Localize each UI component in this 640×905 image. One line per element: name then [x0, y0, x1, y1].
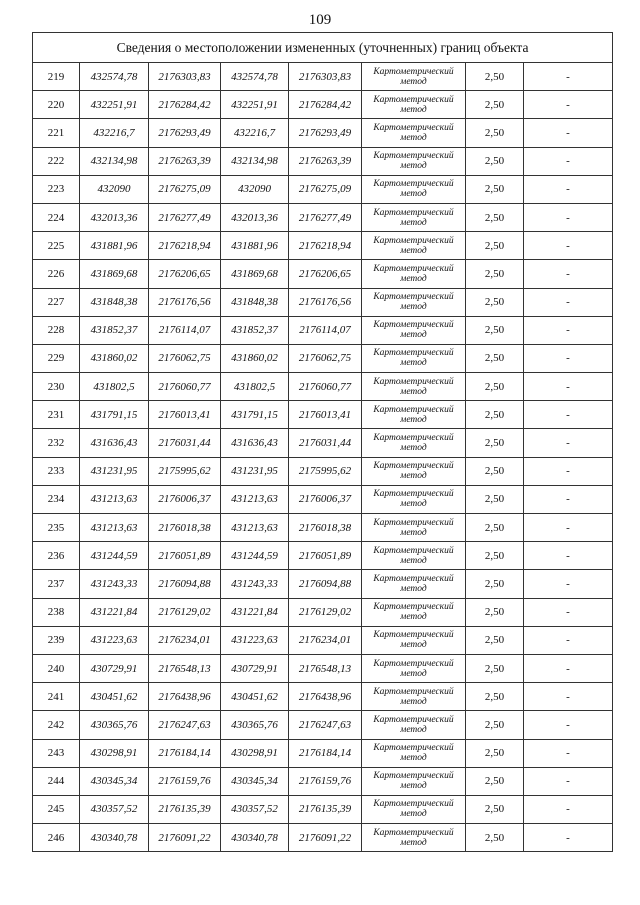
- point-number-cell: 240: [33, 654, 80, 682]
- table-row: [33, 795, 613, 823]
- point-number-cell: 238: [33, 598, 80, 626]
- new-y-cell: 2176013,41: [289, 401, 362, 429]
- accuracy-cell: 2,50: [466, 203, 524, 231]
- existing-y-cell: 2176234,01: [149, 626, 221, 654]
- existing-y-cell: 2176218,94: [149, 232, 221, 260]
- accuracy-cell: 2,50: [466, 91, 524, 119]
- determination-method-cell: Картометрический метод: [362, 795, 466, 823]
- determination-method-cell: Картометрический метод: [362, 457, 466, 485]
- existing-x-cell: 431802,5: [80, 373, 149, 401]
- existing-x-cell: 431791,15: [80, 401, 149, 429]
- existing-y-cell: 2176284,42: [149, 91, 221, 119]
- determination-method-cell: Картометрический метод: [362, 203, 466, 231]
- determination-method-cell: Картометрический метод: [362, 288, 466, 316]
- determination-method-cell: Картометрический метод: [362, 542, 466, 570]
- point-number-cell: 232: [33, 429, 80, 457]
- new-y-cell: 2176091,22: [289, 824, 362, 852]
- point-number-cell: 241: [33, 683, 80, 711]
- new-y-cell: 2176206,65: [289, 260, 362, 288]
- existing-y-cell: 2176247,63: [149, 711, 221, 739]
- existing-x-cell: 431213,63: [80, 514, 149, 542]
- new-y-cell: 2176184,14: [289, 739, 362, 767]
- table-row: [33, 514, 613, 542]
- table-row: [33, 626, 613, 654]
- point-number-cell: 243: [33, 739, 80, 767]
- existing-y-cell: 2176184,14: [149, 739, 221, 767]
- accuracy-cell: 2,50: [466, 824, 524, 852]
- accuracy-cell: 2,50: [466, 119, 524, 147]
- accuracy-cell: 2,50: [466, 683, 524, 711]
- point-number-cell: 220: [33, 91, 80, 119]
- existing-y-cell: 2176135,39: [149, 795, 221, 823]
- new-x-cell: 430345,34: [221, 767, 289, 795]
- existing-y-cell: 2176176,56: [149, 288, 221, 316]
- description-cell: -: [524, 175, 613, 203]
- existing-x-cell: 432216,7: [80, 119, 149, 147]
- accuracy-cell: 2,50: [466, 344, 524, 372]
- point-number-cell: 223: [33, 175, 80, 203]
- existing-x-cell: 431848,38: [80, 288, 149, 316]
- existing-y-cell: 2176159,76: [149, 767, 221, 795]
- determination-method-cell: Картометрический метод: [362, 316, 466, 344]
- new-y-cell: 2176159,76: [289, 767, 362, 795]
- description-cell: -: [524, 739, 613, 767]
- table-row: [33, 63, 613, 91]
- new-x-cell: 430729,91: [221, 654, 289, 682]
- existing-y-cell: 2176263,39: [149, 147, 221, 175]
- accuracy-cell: 2,50: [466, 739, 524, 767]
- point-number-cell: 233: [33, 457, 80, 485]
- determination-method-cell: Картометрический метод: [362, 711, 466, 739]
- new-y-cell: 2176031,44: [289, 429, 362, 457]
- point-number-cell: 229: [33, 344, 80, 372]
- description-cell: -: [524, 63, 613, 91]
- point-number-cell: 224: [33, 203, 80, 231]
- existing-x-cell: 432013,36: [80, 203, 149, 231]
- description-cell: -: [524, 514, 613, 542]
- new-x-cell: 431848,38: [221, 288, 289, 316]
- description-cell: -: [524, 288, 613, 316]
- new-y-cell: 2176094,88: [289, 570, 362, 598]
- point-number-cell: 222: [33, 147, 80, 175]
- description-cell: -: [524, 824, 613, 852]
- table-row: [33, 711, 613, 739]
- point-number-cell: 242: [33, 711, 80, 739]
- existing-y-cell: 2176062,75: [149, 344, 221, 372]
- point-number-cell: 219: [33, 63, 80, 91]
- new-x-cell: 432574,78: [221, 63, 289, 91]
- point-number-cell: 221: [33, 119, 80, 147]
- existing-y-cell: 2176031,44: [149, 429, 221, 457]
- new-x-cell: 430357,52: [221, 795, 289, 823]
- existing-y-cell: 2176060,77: [149, 373, 221, 401]
- accuracy-cell: 2,50: [466, 401, 524, 429]
- accuracy-cell: 2,50: [466, 767, 524, 795]
- new-y-cell: 2176438,96: [289, 683, 362, 711]
- new-y-cell: 2176176,56: [289, 288, 362, 316]
- new-y-cell: 2176018,38: [289, 514, 362, 542]
- description-cell: -: [524, 344, 613, 372]
- new-x-cell: 431223,63: [221, 626, 289, 654]
- new-y-cell: 2176293,49: [289, 119, 362, 147]
- new-y-cell: 2176060,77: [289, 373, 362, 401]
- accuracy-cell: 2,50: [466, 514, 524, 542]
- existing-y-cell: 2176114,07: [149, 316, 221, 344]
- existing-x-cell: 432251,91: [80, 91, 149, 119]
- description-cell: -: [524, 457, 613, 485]
- determination-method-cell: Картометрический метод: [362, 485, 466, 513]
- point-number-cell: 225: [33, 232, 80, 260]
- new-x-cell: 431881,96: [221, 232, 289, 260]
- new-y-cell: 2176234,01: [289, 626, 362, 654]
- table-row: [33, 373, 613, 401]
- new-y-cell: 2176051,89: [289, 542, 362, 570]
- new-x-cell: 431244,59: [221, 542, 289, 570]
- new-x-cell: 430298,91: [221, 739, 289, 767]
- determination-method-cell: Картометрический метод: [362, 91, 466, 119]
- existing-x-cell: 431636,43: [80, 429, 149, 457]
- new-x-cell: 431231,95: [221, 457, 289, 485]
- accuracy-cell: 2,50: [466, 485, 524, 513]
- description-cell: -: [524, 203, 613, 231]
- table-row: [33, 203, 613, 231]
- existing-x-cell: 430729,91: [80, 654, 149, 682]
- point-number-cell: 237: [33, 570, 80, 598]
- existing-y-cell: 2176006,37: [149, 485, 221, 513]
- boundary-table: [32, 32, 613, 852]
- accuracy-cell: 2,50: [466, 316, 524, 344]
- accuracy-cell: 2,50: [466, 232, 524, 260]
- table-row: [33, 288, 613, 316]
- existing-y-cell: 2176303,83: [149, 63, 221, 91]
- description-cell: -: [524, 795, 613, 823]
- point-number-cell: 246: [33, 824, 80, 852]
- point-number-cell: 236: [33, 542, 80, 570]
- determination-method-cell: Картометрический метод: [362, 767, 466, 795]
- description-cell: -: [524, 485, 613, 513]
- determination-method-cell: Картометрический метод: [362, 63, 466, 91]
- table-row: [33, 260, 613, 288]
- new-x-cell: 431852,37: [221, 316, 289, 344]
- existing-x-cell: 431221,84: [80, 598, 149, 626]
- point-number-cell: 245: [33, 795, 80, 823]
- existing-y-cell: 2176051,89: [149, 542, 221, 570]
- table-row: [33, 344, 613, 372]
- new-y-cell: 2176129,02: [289, 598, 362, 626]
- accuracy-cell: 2,50: [466, 542, 524, 570]
- accuracy-cell: 2,50: [466, 711, 524, 739]
- description-cell: -: [524, 598, 613, 626]
- existing-x-cell: 432574,78: [80, 63, 149, 91]
- table-title: Сведения о местоположении измененных (уточненных) границ объекта: [33, 33, 613, 63]
- determination-method-cell: Картометрический метод: [362, 824, 466, 852]
- new-x-cell: 432013,36: [221, 203, 289, 231]
- existing-x-cell: 430357,52: [80, 795, 149, 823]
- description-cell: -: [524, 147, 613, 175]
- determination-method-cell: Картометрический метод: [362, 626, 466, 654]
- new-y-cell: 2176284,42: [289, 91, 362, 119]
- new-y-cell: 2176135,39: [289, 795, 362, 823]
- new-x-cell: 431213,63: [221, 485, 289, 513]
- description-cell: -: [524, 316, 613, 344]
- table-title-row: [33, 33, 613, 63]
- table-row: [33, 429, 613, 457]
- new-x-cell: 432251,91: [221, 91, 289, 119]
- new-y-cell: 2176277,49: [289, 203, 362, 231]
- point-number-cell: 230: [33, 373, 80, 401]
- existing-x-cell: 431243,33: [80, 570, 149, 598]
- accuracy-cell: 2,50: [466, 175, 524, 203]
- determination-method-cell: Картометрический метод: [362, 654, 466, 682]
- existing-x-cell: 430345,34: [80, 767, 149, 795]
- existing-x-cell: 430365,76: [80, 711, 149, 739]
- determination-method-cell: Картометрический метод: [362, 175, 466, 203]
- existing-x-cell: 430340,78: [80, 824, 149, 852]
- existing-x-cell: 431231,95: [80, 457, 149, 485]
- point-number-cell: 239: [33, 626, 80, 654]
- description-cell: -: [524, 683, 613, 711]
- new-x-cell: 431869,68: [221, 260, 289, 288]
- description-cell: -: [524, 626, 613, 654]
- accuracy-cell: 2,50: [466, 373, 524, 401]
- determination-method-cell: Картометрический метод: [362, 401, 466, 429]
- table-row: [33, 457, 613, 485]
- existing-y-cell: 2176293,49: [149, 119, 221, 147]
- new-y-cell: 2176275,09: [289, 175, 362, 203]
- new-x-cell: 431860,02: [221, 344, 289, 372]
- determination-method-cell: Картометрический метод: [362, 232, 466, 260]
- table-row: [33, 767, 613, 795]
- existing-y-cell: 2176275,09: [149, 175, 221, 203]
- determination-method-cell: Картометрический метод: [362, 514, 466, 542]
- table-row: [33, 654, 613, 682]
- determination-method-cell: Картометрический метод: [362, 373, 466, 401]
- accuracy-cell: 2,50: [466, 598, 524, 626]
- determination-method-cell: Картометрический метод: [362, 429, 466, 457]
- new-x-cell: 432216,7: [221, 119, 289, 147]
- new-x-cell: 431221,84: [221, 598, 289, 626]
- new-x-cell: 431802,5: [221, 373, 289, 401]
- existing-x-cell: 431852,37: [80, 316, 149, 344]
- new-x-cell: 431213,63: [221, 514, 289, 542]
- determination-method-cell: Картометрический метод: [362, 739, 466, 767]
- accuracy-cell: 2,50: [466, 654, 524, 682]
- accuracy-cell: 2,50: [466, 147, 524, 175]
- point-number-cell: 227: [33, 288, 80, 316]
- description-cell: -: [524, 711, 613, 739]
- existing-x-cell: 431213,63: [80, 485, 149, 513]
- table-row: [33, 598, 613, 626]
- accuracy-cell: 2,50: [466, 795, 524, 823]
- determination-method-cell: Картометрический метод: [362, 119, 466, 147]
- table-row: [33, 570, 613, 598]
- existing-x-cell: 432090: [80, 175, 149, 203]
- existing-y-cell: 2176129,02: [149, 598, 221, 626]
- determination-method-cell: Картометрический метод: [362, 344, 466, 372]
- point-number-cell: 235: [33, 514, 80, 542]
- description-cell: -: [524, 401, 613, 429]
- existing-y-cell: 2175995,62: [149, 457, 221, 485]
- point-number-cell: 234: [33, 485, 80, 513]
- existing-y-cell: 2176438,96: [149, 683, 221, 711]
- description-cell: -: [524, 767, 613, 795]
- determination-method-cell: Картометрический метод: [362, 598, 466, 626]
- description-cell: -: [524, 91, 613, 119]
- table-row: [33, 91, 613, 119]
- new-y-cell: 2176218,94: [289, 232, 362, 260]
- new-x-cell: 431243,33: [221, 570, 289, 598]
- table-row: [33, 175, 613, 203]
- new-x-cell: 431636,43: [221, 429, 289, 457]
- new-y-cell: 2176247,63: [289, 711, 362, 739]
- page-number: 109: [308, 12, 332, 28]
- point-number-cell: 228: [33, 316, 80, 344]
- existing-y-cell: 2176013,41: [149, 401, 221, 429]
- table-row: [33, 824, 613, 852]
- new-x-cell: 430451,62: [221, 683, 289, 711]
- table-row: [33, 739, 613, 767]
- existing-y-cell: 2176206,65: [149, 260, 221, 288]
- point-number-cell: 244: [33, 767, 80, 795]
- new-y-cell: 2176263,39: [289, 147, 362, 175]
- new-x-cell: 430340,78: [221, 824, 289, 852]
- table-row: [33, 683, 613, 711]
- new-y-cell: 2176114,07: [289, 316, 362, 344]
- description-cell: -: [524, 260, 613, 288]
- existing-y-cell: 2176091,22: [149, 824, 221, 852]
- accuracy-cell: 2,50: [466, 63, 524, 91]
- existing-x-cell: 431869,68: [80, 260, 149, 288]
- table-row: [33, 232, 613, 260]
- new-x-cell: 432090: [221, 175, 289, 203]
- table-row: [33, 147, 613, 175]
- point-number-cell: 231: [33, 401, 80, 429]
- new-x-cell: 431791,15: [221, 401, 289, 429]
- description-cell: -: [524, 429, 613, 457]
- accuracy-cell: 2,50: [466, 457, 524, 485]
- description-cell: -: [524, 654, 613, 682]
- accuracy-cell: 2,50: [466, 429, 524, 457]
- table-row: [33, 401, 613, 429]
- existing-y-cell: 2176018,38: [149, 514, 221, 542]
- new-x-cell: 430365,76: [221, 711, 289, 739]
- new-y-cell: 2176548,13: [289, 654, 362, 682]
- new-x-cell: 432134,98: [221, 147, 289, 175]
- new-y-cell: 2176006,37: [289, 485, 362, 513]
- existing-x-cell: 431881,96: [80, 232, 149, 260]
- table-row: [33, 119, 613, 147]
- new-y-cell: 2175995,62: [289, 457, 362, 485]
- description-cell: -: [524, 373, 613, 401]
- existing-x-cell: 430298,91: [80, 739, 149, 767]
- existing-x-cell: 431244,59: [80, 542, 149, 570]
- description-cell: -: [524, 570, 613, 598]
- new-y-cell: 2176303,83: [289, 63, 362, 91]
- existing-x-cell: 431860,02: [80, 344, 149, 372]
- point-number-cell: 226: [33, 260, 80, 288]
- determination-method-cell: Картометрический метод: [362, 260, 466, 288]
- accuracy-cell: 2,50: [466, 626, 524, 654]
- description-cell: -: [524, 232, 613, 260]
- determination-method-cell: Картометрический метод: [362, 683, 466, 711]
- existing-x-cell: 431223,63: [80, 626, 149, 654]
- existing-x-cell: 432134,98: [80, 147, 149, 175]
- description-cell: -: [524, 542, 613, 570]
- accuracy-cell: 2,50: [466, 570, 524, 598]
- table-row: [33, 316, 613, 344]
- existing-x-cell: 430451,62: [80, 683, 149, 711]
- existing-y-cell: 2176548,13: [149, 654, 221, 682]
- table-row: [33, 485, 613, 513]
- new-y-cell: 2176062,75: [289, 344, 362, 372]
- determination-method-cell: Картометрический метод: [362, 570, 466, 598]
- accuracy-cell: 2,50: [466, 260, 524, 288]
- accuracy-cell: 2,50: [466, 288, 524, 316]
- description-cell: -: [524, 119, 613, 147]
- determination-method-cell: Картометрический метод: [362, 147, 466, 175]
- existing-y-cell: 2176277,49: [149, 203, 221, 231]
- table-row: [33, 542, 613, 570]
- existing-y-cell: 2176094,88: [149, 570, 221, 598]
